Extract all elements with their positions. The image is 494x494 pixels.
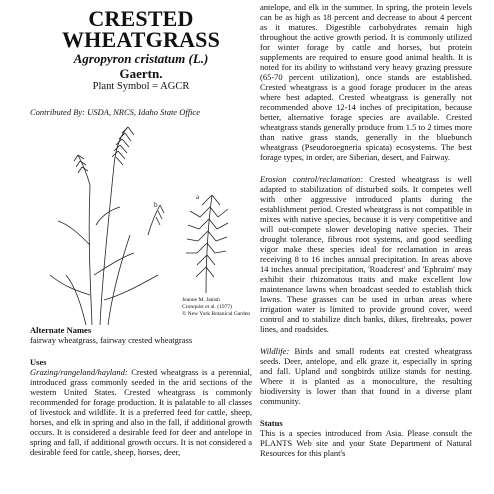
author-name: Gaertn.	[119, 66, 163, 81]
illustration-credit: Jeanne M. Janish Cronquist et al. (1977) © New York Botanical Garden	[182, 297, 250, 317]
illustration-label-a: a	[196, 193, 200, 201]
wheatgrass-drawing	[30, 125, 252, 325]
document-title: CRESTED WHEATGRASS	[61, 6, 221, 52]
illustration-label-b: b	[154, 201, 158, 209]
erosion-lead: Erosion control/reclamation:	[260, 174, 364, 184]
left-column	[30, 8, 252, 457]
erosion-paragraph	[260, 174, 472, 334]
wildlife-text: Birds and small rodents eat crested wheatgrass seeds. Deer, antelope, and elk graze it, especially in spring and fall. Upland and songbirds utilize stands for nesting. Where it is planted as a monoculture, the resulting biodiversity is lower than that found in a diverse plant community.	[260, 346, 472, 406]
wildlife-paragraph	[260, 346, 472, 406]
plant-symbol: Plant Symbol = AGCR	[92, 81, 190, 92]
scientific-name: Agropyron cristatum (L.)	[73, 51, 209, 66]
status-text: This is a species introduced from Asia. Please consult the PLANTS Web site and your State Department of Natural Resources for this plant's	[260, 428, 472, 458]
erosion-text: Crested wheatgrass is well adapted to stabilization of disturbed soils. It competes well with other aggressive introduced plants during the establishment period. Crested wheatgrass is not compatible in mixes with native species, because it is very competitive and will out-compete slower developing native species. Their drought tolerance, fibrous root systems, and good seedling vigor make these species ideal for reclamation in areas receiving 8 to 16 inches annual precipitation. In areas above 14 inches annual precipitation, 'Roadcrest' and 'Ephraim' may exhibit their rhizomatous traits and make excellent low maintenance lawns when broadcast seeded to establish thick lawns. These grasses can be used in urban areas where irrigation water is limited to provide ground cover, weed control and to stabilize ditch banks, dikes, firebreaks, power lines, and roadsides.	[260, 174, 472, 334]
right-column	[260, 2, 472, 458]
wildlife-lead: Wildlife:	[260, 346, 290, 356]
status-heading: Status	[260, 418, 283, 428]
grazing-continued-text: antelope, and elk in the summer. In spring, the protein levels can be as high as 18 percent and decrease to about 4 percent as it matures. Digestible carbohydrates remain high throughout the active growth period. It is commonly utilized for winter forage by cattle and horses, but protein supplements are required to ensure good animal health. It is noted for its ability to withstand very heavy grazing pressure (65-70 percent utilization), once stands are established. Crested wheatgrass is a good forage producer in the areas where best adapted. Crested wheatgrass is generally not recommended above 12-14 inches of precipitation, because better, alternative forage species are available. Crested wheatgrass stands generally produce from 1.5 to 2 times more than native grass stands, generally in the bluebunch wheatgrass (Pseudoroegneria spicata) ecosystems. The best forage types, in order, are Siberian, desert, and Fairway.	[260, 2, 472, 162]
plant-illustration	[30, 125, 252, 325]
alternate-names-text: fairway wheatgrass, fairway crested wheatgrass	[30, 335, 193, 345]
alternate-names-heading: Alternate Names	[30, 325, 92, 335]
uses-lead: Grazing/rangeland/hayland:	[30, 367, 128, 377]
contributor-line: Contributed By: USDA, NRCS, Idaho State Office	[30, 107, 200, 117]
uses-paragraph	[30, 367, 252, 457]
uses-text: Crested wheatgrass is a perennial, introduced grass commonly seeded in the arid sections of the western United States. Crested wheatgrass is commonly recommended for forage production. It is palatable to all classes of livestock and wildlife. It is a preferred feed for cattle, sheep, horses, and elk in spring and also in the fall, if additional growth occurs. It is considered a desirable feed for deer and antelope in spring and fall, if additional growth occurs. It is not considered a desirable feed for cattle, sheep, horses, deer,	[30, 367, 252, 457]
uses-heading: Uses	[30, 357, 47, 367]
